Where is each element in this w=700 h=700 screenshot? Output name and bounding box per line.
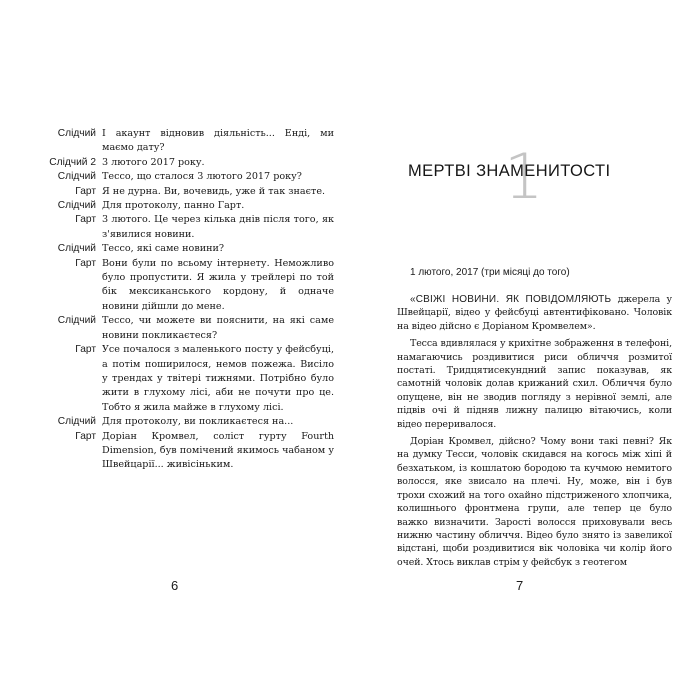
body-paragraph — [397, 293, 672, 333]
dialogue-line — [28, 314, 334, 343]
news-lead-caps: «СВІЖІ НОВИНИ. ЯК ПОВІДОМЛЯЮТЬ — [410, 294, 612, 305]
dialogue-speaker: Слідчий — [57, 243, 96, 255]
dialogue-line — [28, 415, 334, 429]
paragraph-text: Тесса вдивлялася у крихітне зображення в телефоні, намагаючись роздивитися риси обличчя розмитої постаті. Тридцятисекундний запис показував, як самотній чоловік долав крижаний схил. Обличчя було опущене, він не зводив погляду з нерівної землі, але підвів очі й підняв лижну палицю вітаючись, коли відео переривалося. — [397, 338, 672, 430]
dialogue-speaker: Слідчий — [57, 200, 96, 212]
dialogue-line — [28, 343, 334, 415]
paragraph-text: Доріан Кромвел, дійсно? Чому вони такі певні? Як на думку Тесси, чоловік скидався на когось між хіпі й безхатьком, із кошлатою бородою та кучмою немитого волосся, яке звисало на плечі. Ну, може, він і був трохи схожий на того охайно підстриженого хлопчика, колишнього фронтмена групи, але тепер це було важко визначити. Зарості волосся приховували весь нижню частину обличчя. Відео було знято із завеликої відстані, щоби роздивитися вік чоловіка чи колір його очей. Хтось виклав стрім у фейсбук з геотегом — [397, 436, 672, 568]
dialogue-line — [28, 430, 334, 473]
dialogue-line — [28, 257, 334, 315]
dialogue-speaker: Гарт — [75, 257, 96, 269]
body-text — [397, 293, 672, 573]
dialogue-speech: Тессо, чи можете ви пояснити, на які саме новини покликаєтеся? — [102, 315, 334, 341]
dialogue-speech: Я не дурна. Ви, вочевидь, уже й так знаєте. — [102, 185, 326, 197]
dialogue-speaker: Гарт — [75, 214, 96, 226]
dialogue-line — [28, 170, 334, 184]
dialogue-speaker: Гарт — [75, 344, 96, 356]
dialogue-speech: 3 лютого 2017 року. — [102, 156, 205, 168]
dialogue-speaker: Гарт — [75, 185, 96, 197]
dialogue-speech: Усе почалося з маленького посту у фейсбуці, а потім поширилося, немов пожежа. Висіло у трендах у твітері тижнями. Потрібно було жити в глухому лісі, аби не почути про це. Тобто я жила майже в глухому лісі. — [102, 344, 334, 413]
dialogue-speaker: Слідчий — [57, 171, 96, 183]
dialogue-speech: Для протоколу, панно Гарт. — [102, 200, 245, 212]
dialogue-speech: І акаунт відновив діяльність... Енді, ми маємо дату? — [102, 128, 334, 154]
dialogue-speech: Вони були по всьому інтернету. Неможливо було пропустити. Я жила у трейлері по той бік мексиканського кордону, й одначе новини дійшли до мене. — [102, 257, 334, 312]
dialogue-speech: Доріан Кромвел, соліст гурту Fourth Dimension, був помічений якимось чабаном у Швейцарії... живісіньким. — [102, 430, 334, 471]
dialogue-line — [28, 199, 334, 213]
dialogue-line — [28, 213, 334, 242]
paragraph-text: джерела у Швейцарії, відео у фейсбуці автентифіковано. Чоловік на відео дійсно є Доріаном Кромвелем». — [397, 294, 672, 332]
chapter-date: 1 лютого, 2017 (три місяці до того) — [410, 267, 570, 278]
chapter-title: МЕРТВІ ЗНАМЕНИТОСТІ — [408, 162, 611, 180]
dialogue-line — [28, 156, 334, 170]
page-number-right: 7 — [516, 578, 524, 593]
dialogue-speech: 3 лютого. Це через кілька днів після того, як з'явилися новини. — [102, 214, 334, 240]
body-paragraph — [397, 435, 672, 569]
body-paragraph — [397, 337, 672, 431]
chapter-number: 1 — [504, 140, 544, 213]
dialogue-line — [28, 242, 334, 256]
dialogue-speech: Тессо, що сталося 3 лютого 2017 року? — [102, 171, 302, 183]
right-page — [350, 0, 700, 700]
dialogue-line — [28, 127, 334, 156]
dialogue-speaker: Слідчий — [57, 416, 96, 428]
dialogue-line — [28, 185, 334, 199]
dialogue-speaker: Слідчий — [57, 128, 96, 139]
dialogue-transcript — [28, 127, 334, 473]
page-number-left: 6 — [171, 578, 179, 593]
chapter-heading — [408, 140, 688, 213]
dialogue-speaker: Слідчий 2 — [49, 156, 96, 168]
dialogue-speaker: Слідчий — [57, 315, 96, 327]
dialogue-speech: Для протоколу, ви покликаєтеся на... — [102, 416, 294, 428]
dialogue-speech: Тессо, які саме новини? — [102, 243, 225, 255]
dialogue-speaker: Гарт — [75, 430, 96, 442]
